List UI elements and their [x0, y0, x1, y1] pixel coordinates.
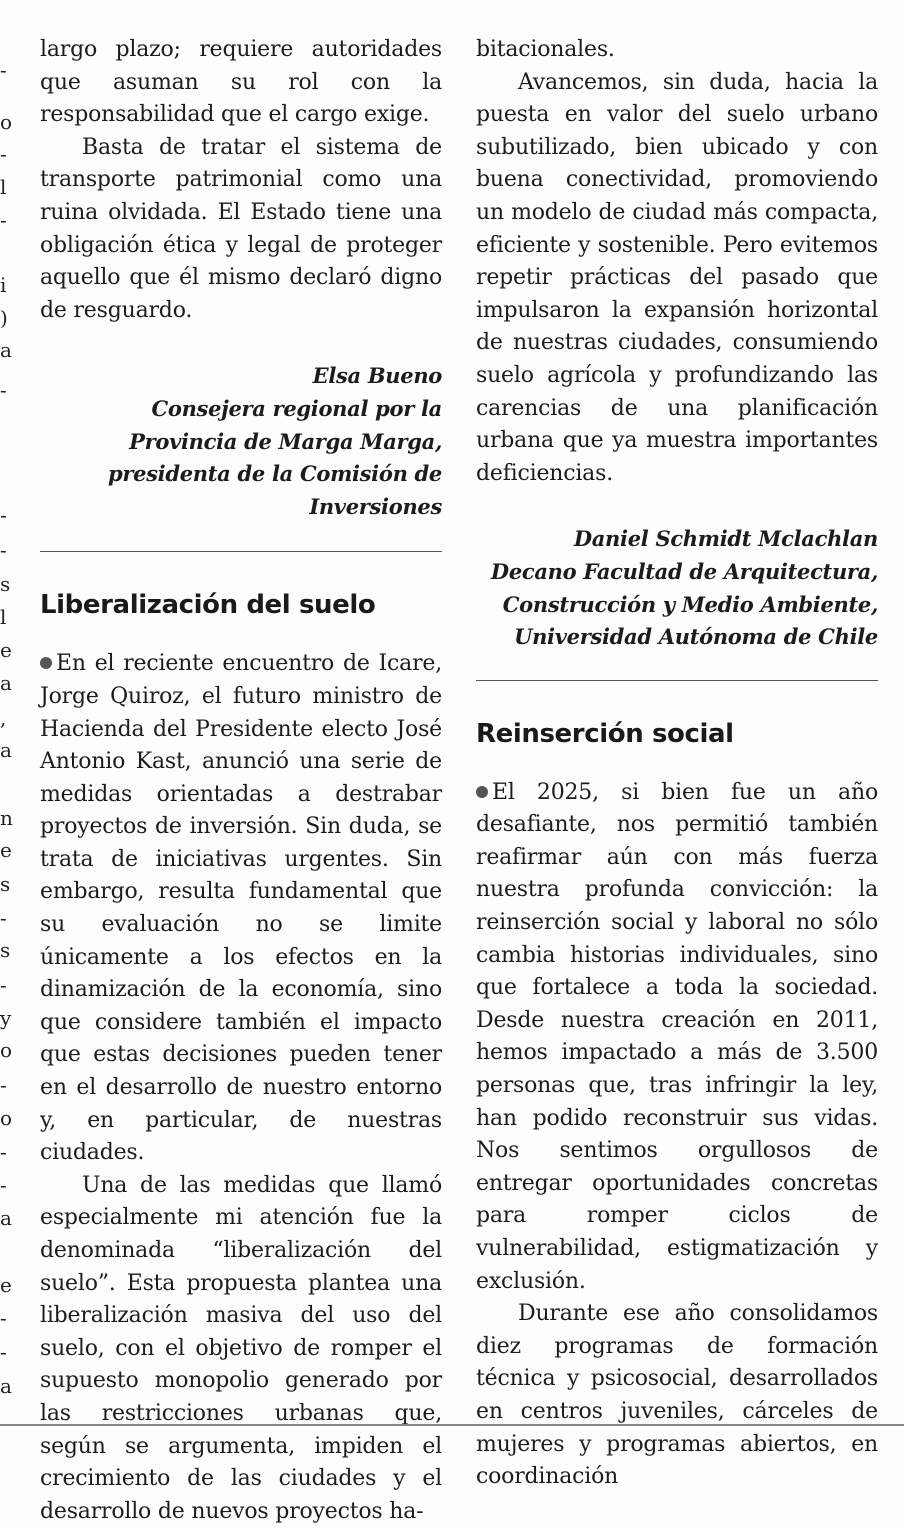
- edge-fragment: l: [0, 605, 7, 629]
- edge-fragment: -: [0, 1340, 7, 1364]
- letter-body-paragraph: largo plazo; requiere autoridades que asuman su rol con la responsabilidad que el cargo exige.: [40, 37, 442, 128]
- letter-heading: Liberalización del suelo: [40, 590, 376, 621]
- edge-fragment: o: [0, 110, 13, 134]
- letter-body-paragraph: bitacionales.: [476, 37, 615, 62]
- signature-role: Decano Facultad de Arquitectura,: [490, 558, 878, 584]
- edge-fragment: -: [0, 1306, 7, 1330]
- edge-fragment: a: [0, 671, 12, 695]
- edge-fragment: -: [0, 142, 7, 166]
- edge-fragment: e: [0, 838, 12, 862]
- bullet-dot-icon: [476, 786, 488, 798]
- adjacent-column-fragments: [0, 0, 14, 1436]
- letter-body-paragraph: Una de las medidas que llamó especialmente mi atención fue la denominada “liberalización del suelo”. Esta propuesta plantea una liberalización masiva del uso del suelo, con el objetivo de romper el supuesto monopolio generado por las restricciones urbanas que, según se argumenta, impiden el crecimiento de las ciudades y el desarrollo de nuevos proyectos ha-: [40, 1172, 442, 1524]
- paragraph-text: En el reciente encuentro de Icare, Jorge Quiroz, el futuro ministro de Hacienda del Presidente electo José Antonio Kast, anunció una serie de medidas orientadas a destrabar proyectos de inversión. Sin duda, se trata de iniciativas urgentes. Sin embargo, resulta fundamental que su evaluación no se limite únicamente a los efectos en la dinamización de la economía, sino que considere también el impacto que estas decisiones pueden tener en el desarrollo de nuestro entorno y, en particular, de nuestras ciudades.: [40, 651, 442, 1166]
- edge-fragment: s: [0, 572, 11, 596]
- edge-fragment: ,: [0, 706, 7, 730]
- signature-role: Consejera regional por la Provincia de Marga Marga, presidenta de la Comisión de Inversiones: [107, 395, 442, 519]
- right-column: [476, 34, 878, 1494]
- edge-fragment: s: [0, 872, 11, 896]
- letter-body-paragraph: [476, 777, 878, 1299]
- edge-fragment: a: [0, 1374, 12, 1398]
- edge-fragment: -: [0, 538, 7, 562]
- edge-fragment: l: [0, 175, 7, 199]
- edge-fragment: e: [0, 638, 12, 662]
- edge-fragment: -: [0, 58, 7, 82]
- signature-name: Elsa Bueno: [312, 363, 442, 389]
- edge-fragment: -: [0, 1140, 7, 1164]
- edge-fragment: a: [0, 738, 12, 762]
- left-column: [40, 34, 442, 1528]
- page-bottom-rule: [0, 1424, 904, 1426]
- signature-name: Daniel Schmidt Mclachlan: [573, 526, 878, 552]
- edge-fragment: y: [0, 1006, 12, 1030]
- edge-fragment: -: [0, 503, 7, 527]
- edge-fragment: o: [0, 1106, 13, 1130]
- letter-body-paragraph: Avancemos, sin duda, hacia la puesta en valor del suelo urbano subutilizado, bien ubicado y con buena conectividad, promoviendo un modelo de ciudad más compacta, eficiente y sostenible. Pero evitemos repetir prácticas del pasado que impulsaron la expansión horizontal de nuestras ciudades, consumiendo suelo agrícola y profundizando las carencias de una planificación urbana que ya muestra importantes deficiencias.: [476, 69, 878, 486]
- edge-fragment: -: [0, 906, 7, 930]
- letter-heading: Reinserción social: [476, 718, 734, 749]
- section-divider: [40, 551, 442, 552]
- letter-body-paragraph: Durante ese año consolidamos diez programas de formación técnica y psicosocial, desarrollados en centros juveniles, cárceles de mujeres y programas abiertos, en coordinación: [476, 1301, 878, 1490]
- edge-fragment: i: [0, 273, 7, 297]
- edge-fragment: -: [0, 378, 7, 402]
- signature-role: Construcción y Medio Ambiente,: [502, 591, 878, 617]
- signature-role: Universidad Autónoma de Chile: [514, 624, 878, 650]
- edge-fragment: a: [0, 1206, 12, 1230]
- section-divider: [476, 680, 878, 681]
- paragraph-text: El 2025, si bien fue un año desafiante, nos permitió también reafirmar aún con más fuerza nuestra profunda convicción: la reinserción social y laboral no sólo cambia historias individuales, sino que fortalece a toda la sociedad. Desde nuestra creación en 2011, hemos impactado a más de 3.500 personas que, tras infringir la ley, han podido reconstruir sus vidas. Nos sentimos orgullosos de entregar oportunidades concretas para romper ciclos de vulnerabilidad, estigmatización y exclusión.: [476, 779, 878, 1294]
- letter-body-paragraph: Basta de tratar el sistema de transporte patrimonial como una ruina olvidada. El Estado tiene una obligación ética y legal de proteger aquello que él mismo declaró digno de resguardo.: [40, 134, 442, 323]
- edge-fragment: e: [0, 1273, 12, 1297]
- edge-fragment: n: [0, 806, 13, 830]
- letter-body-paragraph: [40, 648, 442, 1170]
- edge-fragment: a: [0, 338, 12, 362]
- edge-fragment: -: [0, 1073, 7, 1097]
- edge-fragment: ): [0, 306, 8, 330]
- edge-fragment: -: [0, 208, 7, 232]
- edge-fragment: o: [0, 1038, 13, 1062]
- bullet-dot-icon: [40, 657, 52, 669]
- edge-fragment: -: [0, 973, 7, 997]
- edge-fragment: s: [0, 938, 11, 962]
- edge-fragment: -: [0, 1173, 7, 1197]
